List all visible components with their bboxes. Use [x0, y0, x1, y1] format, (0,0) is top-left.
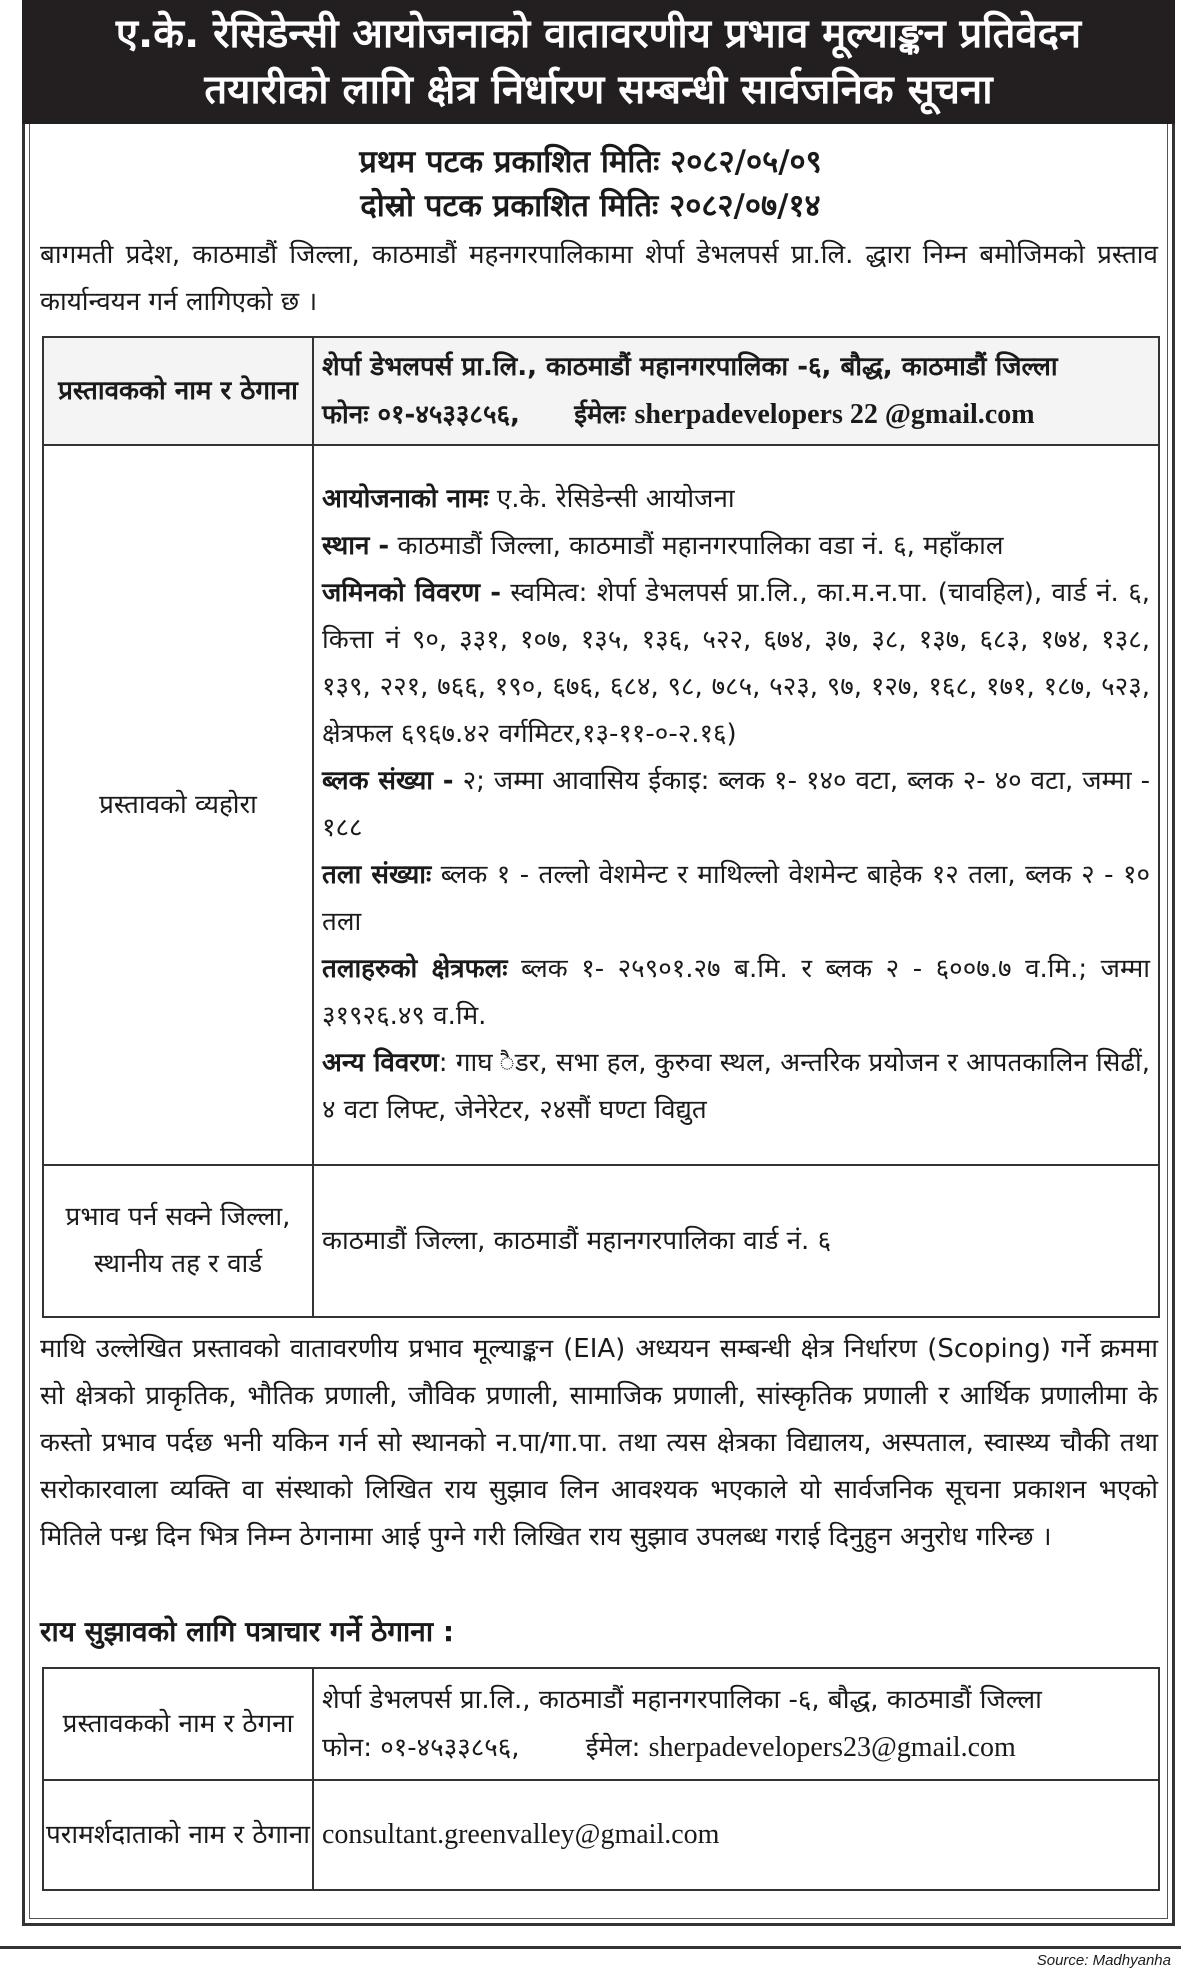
proposal-table [42, 336, 1160, 1318]
intro-paragraph: बागमती प्रदेश, काठमाडौं जिल्ला, काठमाडौं महनगरपालिकामा शेर्पा डेभलपर्स प्रा.लि. द्धारा निम्न बमोजिमको प्रस्ताव कार्यान्वयन गर्न लागिएको छ । [40, 240, 1158, 317]
affected-area-value: काठमाडौं जिल्ला, काठमाडौं महानगरपालिका वार्ड नं. ६ [313, 1165, 1159, 1317]
second-publish-date: दोस्रो पटक प्रकाशित मितिः २०८२/०७/१४ [360, 188, 821, 224]
proposer-email: sherpadevelopers 22 @gmail.com [634, 398, 1035, 430]
proposer-label: प्रस्तावकको नाम र ठेगाना [43, 337, 313, 445]
first-publish-date: प्रथम पटक प्रकाशित मितिः २०८२/०५/०९ [359, 144, 822, 180]
detail-item: अन्य विवरण: गाघ ैडर, सभा हल, कुरुवा स्थल, अन्तरिक प्रयोजन र आपतकालिन सिढीं, ४ वटा लिफ्ट, जेनेरेटर, २४सौं घण्टा विद्युत [322, 1048, 1150, 1125]
proposal-details-label: प्रस्तावको व्यहोरा [43, 445, 313, 1165]
source-credit: Source: Madhyanha [1036, 1952, 1171, 1969]
correspondence-table [42, 1667, 1160, 1891]
proposer-email[interactable]: sherpadevelopers23@gmail.com [648, 1731, 1016, 1763]
correspondence-heading: राय सुझावको लागि पत्राचार गर्ने ठेगाना : [40, 1615, 455, 1648]
table-row [43, 1780, 1159, 1890]
proposer-address: शेर्पा डेभलपर्स प्रा.लि., काठमाडौं महानगरपालिका -६, बौद्ध, काठमाडौं जिल्ला [322, 1684, 1042, 1715]
detail-item: ब्लक संख्या - २; जम्मा आवासिय ईकाइ: ब्लक १- १४० वटा, ब्लक २- ४० वटा, जम्मा - १८८ [322, 766, 1150, 843]
proposer-phone: फोन: ०१-४५३३८५६, [322, 1732, 520, 1763]
consultant-email[interactable]: consultant.greenvalley@gmail.com [322, 1819, 720, 1850]
email-label: ईमेल: [585, 1732, 641, 1763]
table-row [43, 337, 1159, 445]
table-row [43, 1165, 1159, 1317]
consultant-value [313, 1780, 1159, 1890]
title-line-1: ए.के. रेसिडेन्सी आयोजनाको वातावरणीय प्रभाव मूल्याङ्कन प्रतिवेदन [115, 11, 1082, 57]
proposer-label: प्रस्तावकको नाम र ठेगना [43, 1668, 313, 1780]
detail-item: आयोजनाको नामः ए.के. रेसिडेन्सी आयोजना [322, 484, 735, 514]
detail-item: तला संख्याः ब्लक १ - तल्लो वेशमेन्ट र माथिल्लो वेशमेन्ट बाहेक १२ तला, ब्लक २ - १० तला [322, 860, 1150, 937]
affected-area-label: प्रभाव पर्न सक्ने जिल्ला, स्थानीय तह र वार्ड [43, 1165, 313, 1317]
proposal-details [313, 445, 1159, 1165]
proposer-value [313, 1668, 1159, 1780]
detail-item: तलाहरुको क्षेत्रफलः ब्लक १- २५९०१.२७ ब.मि. र ब्लक २ - ६००७.७ व.मि.; जम्मा ३१९२६.४९ व.मि. [322, 954, 1150, 1031]
title-line-2: तयारीको लागि क्षेत्र निर्धारण सम्बन्धी सार्वजनिक सूचना [204, 67, 993, 113]
table-row [43, 1668, 1159, 1780]
proposer-address: शेर्पा डेभलपर्स प्रा.लि., काठमाडौं महानगरपालिका -६, बौद्ध, काठमाडौं जिल्ला [322, 351, 1058, 382]
table-row [43, 445, 1159, 1165]
email-label: ईमेलः [574, 399, 626, 430]
notice-title [22, 0, 1175, 124]
consultant-label: परामर्शदाताको नाम र ठेगाना [43, 1780, 313, 1890]
proposer-phone: फोनः ०१-४५३३८५६, [322, 399, 520, 430]
scoping-paragraph: माथि उल्लेखित प्रस्तावको वातावरणीय प्रभाव मूल्याङ्कन (EIA) अध्ययन सम्बन्धी क्षेत्र निर्धारण (Scoping) गर्ने क्रममा सो क्षेत्रको प्राकृतिक, भौतिक प्रणाली, जौविक प्रणाली, सामाजिक प्रणाली, सांस्कृतिक प्रणाली र आर्थिक प्रणालीमा के कस्तो प्रभाव पर्दछ भनी यकिन गर्न सो स्थानको न.पा/गा.पा. तथा त्यस क्षेत्रका विद्यालय, अस्पताल, स्वास्थ्य चौकी तथा सरोकारवाला व्यक्ति वा संस्थाको लिखित राय सुझाव लिन आवश्यक भएकाले यो सार्वजनिक सूचना प्रकाशन भएको मितिले पन्ध्र दिन भित्र निम्न ठेगनामा आई पुग्ने गरी लिखित राय सुझाव उपलब्ध गराई दिनुहुन अनुरोध गरिन्छ । [40, 1334, 1158, 1552]
footer-divider [0, 1946, 1181, 1949]
detail-item: जमिनको विवरण - स्वमित्व: शेर्पा डेभलपर्स प्रा.लि., का.म.न.पा. (चावहिल), वार्ड नं. ६, कित्ता नं ९०, ३३१, १०७, १३५, १३६, ५२२, ६७४, ३७, ३८, १३७, ६८३, १७४, १३८, १३९, २२१, ७६६, १९०, ६७६, ६८४, ९८, ७८५, ५२३, ९७, १२७, १६८, १७१, १८७, ५२३, क्षेत्रफल ६९६७.४२ वर्गमिटर,१३-११-०-२.१६) [322, 578, 1150, 749]
proposer-value [313, 337, 1159, 445]
detail-item: स्थान - काठमाडौं जिल्ला, काठमाडौं महानगरपालिका वडा नं. ६, महाँकाल [322, 531, 1004, 561]
